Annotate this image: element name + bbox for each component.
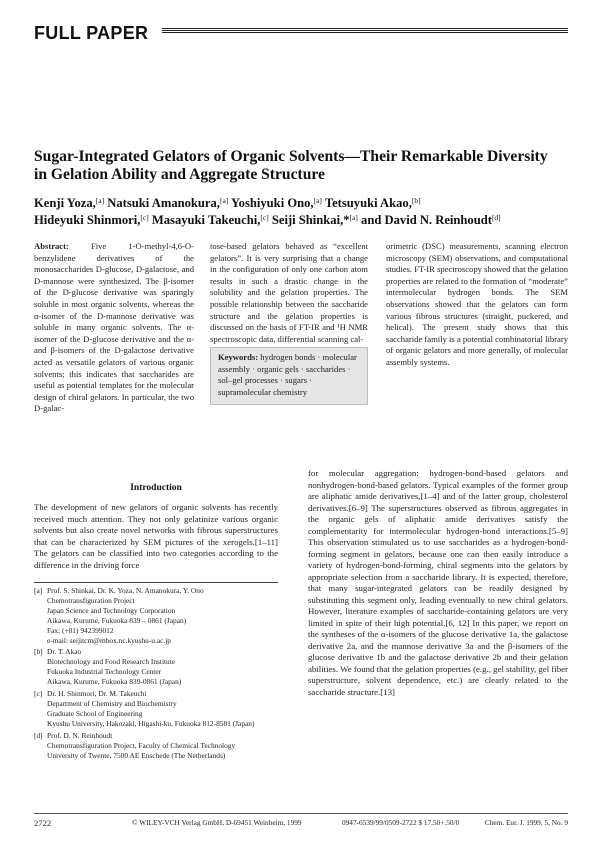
article-title — [34, 148, 568, 184]
author-name: Yoshiyuki Ono, — [230, 196, 314, 210]
keywords-label: Keywords: — [218, 352, 259, 362]
keywords-box — [210, 347, 368, 405]
affiliation-mark: [b] — [411, 196, 421, 205]
footnote-line: Aikawa, Kurume, Fukuoka 839-0861 (Japan) — [47, 677, 182, 687]
abstract-column-1 — [34, 241, 194, 415]
footnote-line: Dr. T. Akao — [47, 647, 82, 657]
author-name: Seiji Shinkai,* — [271, 213, 350, 227]
author-name: Tetsuyuki Akao, — [324, 196, 412, 210]
affiliation-mark: [a] — [95, 196, 105, 205]
abstract-column-2 — [210, 241, 368, 345]
author-name: Kenji Yoza, — [34, 196, 96, 210]
footnote-tag: [b] — [34, 647, 43, 657]
journal-citation: Chem. Eur. J. 1999, 5, No. 9 — [484, 818, 568, 827]
author-name: Masayuki Takeuchi, — [151, 213, 261, 227]
footnote-line: Fukuoka Industrial Technology Center — [47, 667, 162, 677]
author-name: and David N. Reinhoudt — [361, 213, 492, 227]
footnote-line: Fax: (+81) 942399012 — [47, 625, 114, 635]
footnote-line: Aikawa, Kurume, Fukuoka 839 – 0861 (Japan) — [47, 615, 187, 625]
footnote-tag: [a] — [34, 586, 43, 595]
affiliation-mark: [d] — [491, 213, 501, 222]
author-list — [34, 195, 568, 229]
footnote-line: University of Twente, 7500 AE Enschede (The Netherlands) — [47, 750, 226, 760]
abstract-column-3 — [386, 241, 568, 369]
footnote-line: Prof. D. N. Reinhoudt — [47, 730, 113, 740]
footnote-d — [34, 731, 284, 761]
introduction-text-left: The development of new gelators of organic solvents has recently received much attention. They not only gelatinize various organic solvents but also create novel networks with fibrous superstructures that can be characterized by SEM pictures of the xerogels.[1–11] The gelators can be classified into two categories according to the difference in the driving force — [34, 502, 278, 570]
affiliation-mark: [c] — [140, 213, 149, 222]
affiliation-mark: [a] — [219, 196, 229, 205]
footnote-line: Prof. S. Shinkai, Dr. K. Yoza, N. Amanokura, Y. Ono — [47, 586, 204, 595]
header-rule — [162, 28, 568, 38]
abstract-text: tose-based gelators behaved as “excellent gelators”. It is very surprising that a change in the configuration of only one carbon atom results in such a drastic change in the solubility and the gelation properties. The possible relationship between the saccharide structure and the gelation properties is discussed on the basis of FT-IR and ¹H NMR spectroscopic data, differential scanning cal- — [210, 241, 368, 344]
copyright-line: © WILEY-VCH Verlag GmbH, D-69451 Weinheim, 1999 — [132, 818, 302, 827]
title-line-1: Sugar-Integrated Gelators of Organic Solvents—Their Remarkable Diversity — [34, 148, 548, 165]
footnote-line: Graduate School of Engineering — [47, 708, 143, 718]
title-line-2: in Gelation Ability and Aggregate Structure — [34, 166, 325, 183]
page-number: 2722 — [34, 818, 52, 828]
page-header — [34, 22, 568, 44]
footnote-line: Department of Chemistry and Biochemistry — [47, 698, 177, 708]
article-code: 0947-6539/99/0509-2722 $ 17.50+.50/0 — [342, 818, 460, 827]
author-name: Natsuki Amanokura, — [107, 196, 220, 210]
footnote-a — [34, 586, 284, 645]
footer-rule — [34, 813, 568, 814]
affiliation-footnotes — [34, 586, 284, 762]
footnote-line: Chemotransfiguration Project — [47, 595, 135, 605]
footnote-line: Japan Science and Technology Corporation — [47, 605, 176, 615]
footnote-tag: [d] — [34, 730, 43, 740]
footnote-b — [34, 647, 284, 687]
keywords-text: hydrogen bonds · molecular assembly · organic gels · saccharides · sol–gel processes · sugars · supramolecular chemistry — [218, 352, 357, 397]
abstract-text: Five 1-O-methyl-4,6-O-benzylidene derivatives of the monosaccharides D-glucose, D-galactose, and D-mannose were synthesized. The β-isomer of the D-glucose derivative was sparingly soluble in most organic solvents, whereas the α-isomer of the D-mannose derivative was soluble in many organic solvents. The α-isomer of the D-glucose derivative and the α- and β-isomers of the D-galactose derivative acted as versatile gelators of various organic solvents; this indicates that saccharides are useful as potential templates for the molecular design of chiral gelators. In particular, the two D-galac- — [34, 241, 194, 414]
page-footer — [34, 817, 568, 829]
footnote-rule — [34, 582, 278, 583]
affiliation-mark: [c] — [260, 213, 269, 222]
introduction-text-right: for molecular aggregation: hydrogen-bond-based gelators and nonhydrogen-bond-based gelators. Typical examples of the former group are aliphatic amide derivatives,[1–4] and of the latter group, cholesterol derivatives.[6–9] The superstructures observed as fibrous aggregates in the organic gels of aliphatic amide derivatives satisfy the complementarity for intermolecular hydrogen-bond interactions.[5–9] This observation stimulated us to use saccharides as a hydrogen-bond-forming segment in gelators, because one can then easily introduce a variety of hydrogen-bond-forming, chiral segments into the gelators by appropriate selection from a saccharide library. It is expected, therefore, that many sugar-integrated gelators can be readily designed by substituting this segment only, leading eventually to new chiral gelators. However, literature examples of saccharide-containing gelators are very limited in spite of their high potential.[6, 12] In this paper, we report on the syntheses of the α-isomers of the glucose derivative 1a, the galactose derivative 2a, and the mannose derivative 3a and the β-isomers of the glucose derivative 1b and the galactose derivative 2b and their gelation abilities. We found that the gelation properties (e.g., gel stability, gel fiber superstructure, solvent dependence, etc.) are clearly related to the saccharide structure.[13] — [308, 468, 568, 697]
footnote-line: Kyushu University, Hakozaki, Higashi-ku, Fukuoka 812-8581 (Japan) — [47, 718, 255, 728]
introduction-heading: Introduction — [130, 483, 182, 493]
author-name: Hideyuki Shinmori, — [34, 213, 141, 227]
affiliation-mark: [a] — [313, 196, 322, 205]
abstract-label: Abstract: — [34, 241, 69, 251]
abstract-text: orimetric (DSC) measurements, scanning electron microscopy (SEM) observations, and computational studies. FT-IR spectroscopy showed that the gelation properties are related to the formation of “moderate” intermolecular hydrogen bonds. The SEM observations showed that the gelators can form various fibrous structures (straight, puckered, and helical). The present study shows that this saccharide family is a potential combinatorial library of organic gelators and more generally, of molecular assembly systems. — [386, 241, 568, 367]
affiliation-mark: [a] — [349, 213, 358, 222]
email-address[interactable]: e-mail: seijitcm@mbox.nc.kyushu-u.ac.jp — [47, 635, 172, 645]
footnote-line: Dr. H. Shinmori, Dr. M. Takeuchi — [47, 689, 147, 699]
footnote-line: Chemotransfiguration Project, Faculty of Chemical Technology — [47, 740, 236, 750]
section-label: FULL PAPER — [34, 23, 149, 43]
footnote-c — [34, 689, 284, 729]
footnote-tag: [c] — [34, 689, 43, 699]
footnote-line: Biotechnology and Food Research Institute — [47, 657, 176, 667]
